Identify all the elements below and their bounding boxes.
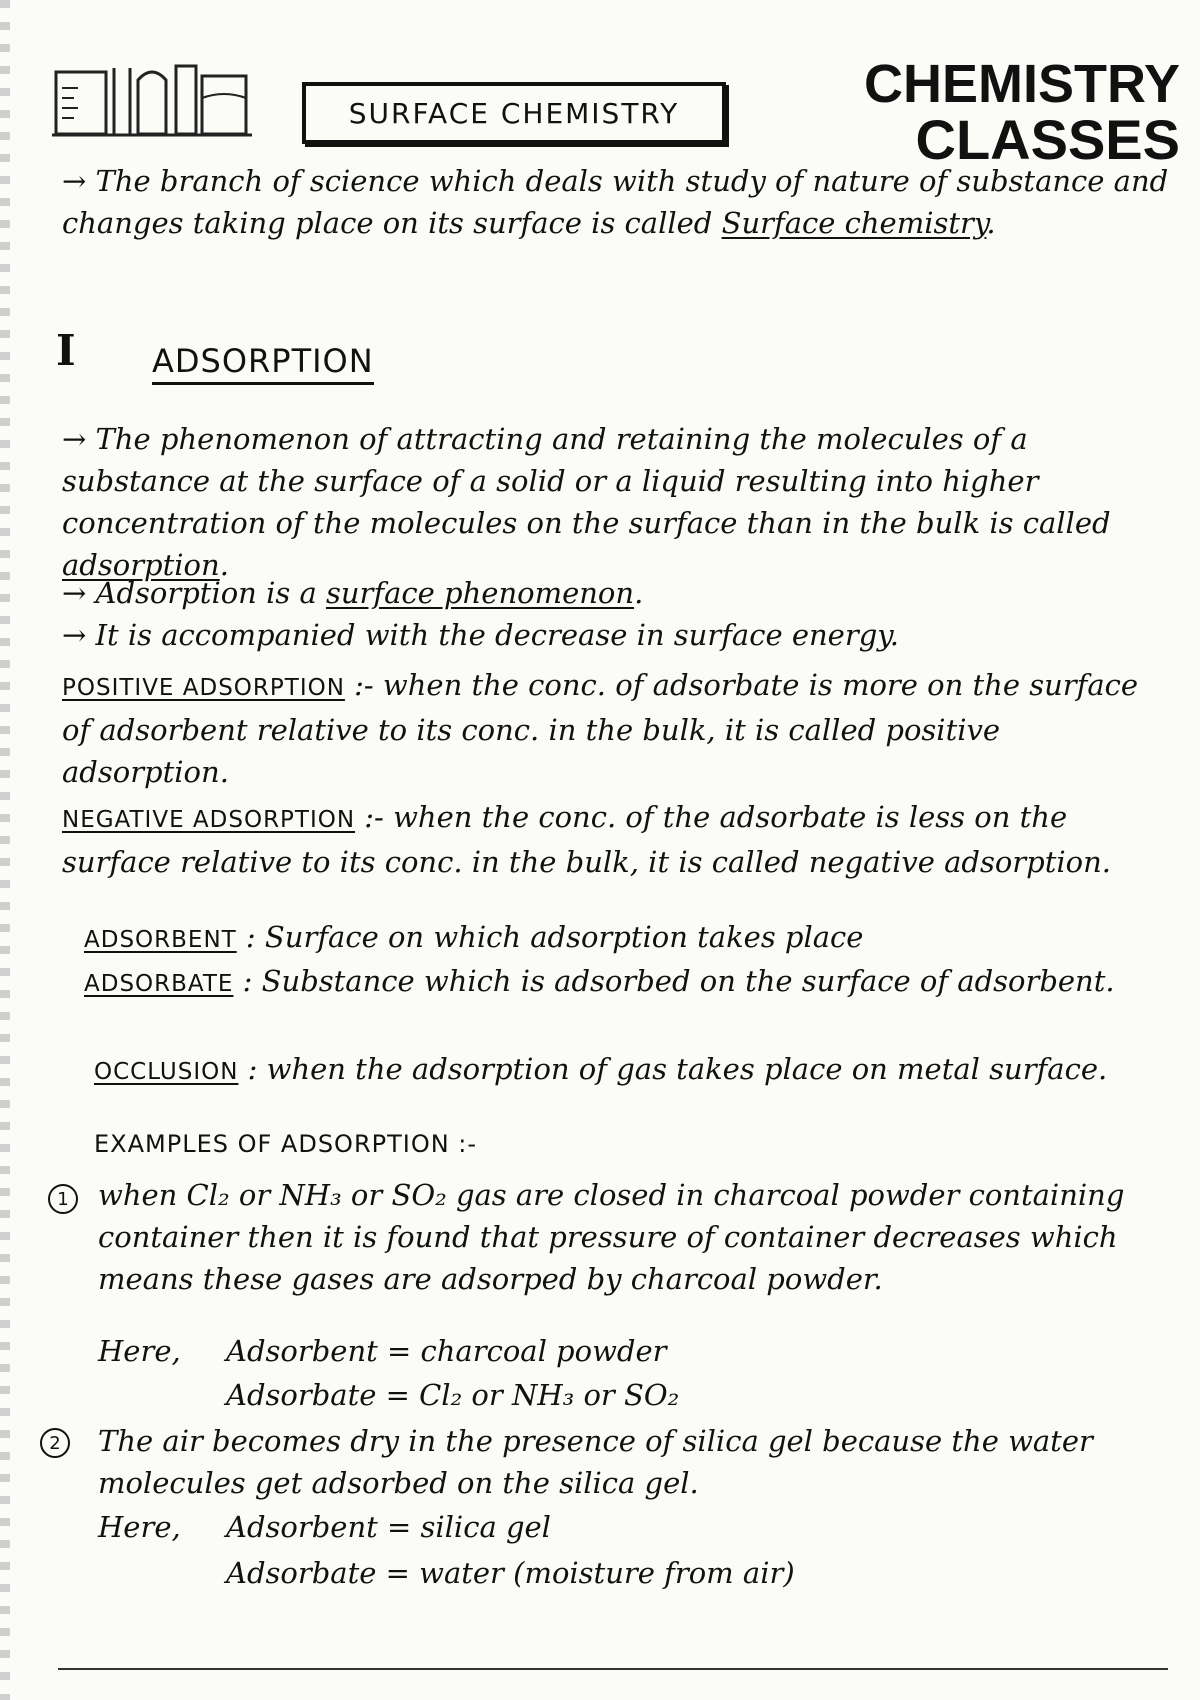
positive-adsorption-text: :- when the conc. of adsorbate is more on the surface of adsorbent relative to its conc. in the bulk, it is called positive adsorption.	[62, 668, 1139, 789]
negative-adsorption	[62, 796, 1172, 883]
positive-adsorption-term: POSITIVE ADSORPTION	[62, 675, 345, 701]
brand-logo	[863, 54, 1180, 171]
page-title: SURFACE CHEMISTRY	[302, 82, 726, 144]
occlusion-definition	[94, 1048, 1174, 1093]
example-2-number: 2	[40, 1428, 70, 1458]
example-2-adsorbate: Adsorbate = water (moisture from air)	[226, 1556, 795, 1590]
adsorbent-definition	[84, 916, 1174, 961]
definition-term: adsorption	[62, 548, 220, 582]
example-1-here-label: Here,	[98, 1334, 181, 1368]
page-bottom-rule	[58, 1668, 1168, 1670]
bullet-1	[62, 572, 1172, 614]
intro-text: → The branch of science which deals with study of nature of substance and changes taking place on its surface is called	[62, 164, 1169, 240]
brand-line-1: CHEMISTRY	[863, 54, 1180, 114]
bullet-1-term: surface phenomenon	[325, 576, 635, 610]
example-2-here-label: Here,	[98, 1510, 181, 1544]
example-1-number: 1	[48, 1184, 78, 1214]
section-numeral: I	[56, 326, 76, 375]
example-1-adsorbent: Adsorbent = charcoal powder	[226, 1334, 667, 1368]
example-1-text: when Cl₂ or NH₃ or SO₂ gas are closed in charcoal powder containing container then it is found that pressure of container decreases which means these gases are adsorped by charcoal powder.	[98, 1178, 1125, 1296]
negative-adsorption-term: NEGATIVE ADSORPTION	[62, 807, 356, 833]
examples-heading: EXAMPLES OF ADSORPTION :-	[94, 1130, 478, 1158]
brand-line-2: CLASSES	[915, 108, 1180, 171]
adsorbent-text: : Surface on which adsorption takes place	[245, 920, 864, 954]
intro-end: .	[986, 206, 996, 240]
notebook-binding	[0, 0, 10, 1700]
positive-adsorption	[62, 664, 1172, 793]
negative-adsorption-text: :- when the conc. of the adsorbate is less on the surface relative to its conc. in the bulk, it is called negative adsorption.	[62, 800, 1112, 879]
bullet-2: → It is accompanied with the decrease in surface energy.	[62, 618, 900, 652]
section-title: ADSORPTION	[152, 342, 374, 385]
example-2-adsorbent: Adsorbent = silica gel	[226, 1510, 551, 1544]
adsorption-definition	[62, 418, 1172, 586]
example-1-adsorbate: Adsorbate = Cl₂ or NH₃ or SO₂	[226, 1378, 680, 1412]
intro-term: Surface chemistry	[721, 206, 987, 240]
definition-end: .	[219, 548, 229, 582]
adsorbate-term: ADSORBATE	[84, 971, 234, 997]
occlusion-text: : when the adsorption of gas takes place on metal surface.	[247, 1052, 1108, 1086]
example-2-text: The air becomes dry in the presence of silica gel because the water molecules get adsorbed on the silica gel.	[98, 1424, 1093, 1500]
bullet-1-end: .	[634, 576, 644, 610]
definition-text: → The phenomenon of attracting and retaining the molecules of a substance at the surface of a solid or a liquid resulting into higher concentration of the molecules on the surface than in the bulk is called	[62, 422, 1111, 540]
intro-paragraph	[62, 160, 1172, 244]
adsorbent-term: ADSORBENT	[84, 927, 237, 953]
lab-glassware-icon	[52, 58, 252, 138]
bullet-1-text: → Adsorption is a	[62, 576, 317, 610]
adsorbate-definition	[84, 960, 1174, 1005]
occlusion-term: OCCLUSION	[94, 1059, 239, 1085]
adsorbate-text: : Substance which is adsorbed on the surface of adsorbent.	[242, 964, 1115, 998]
